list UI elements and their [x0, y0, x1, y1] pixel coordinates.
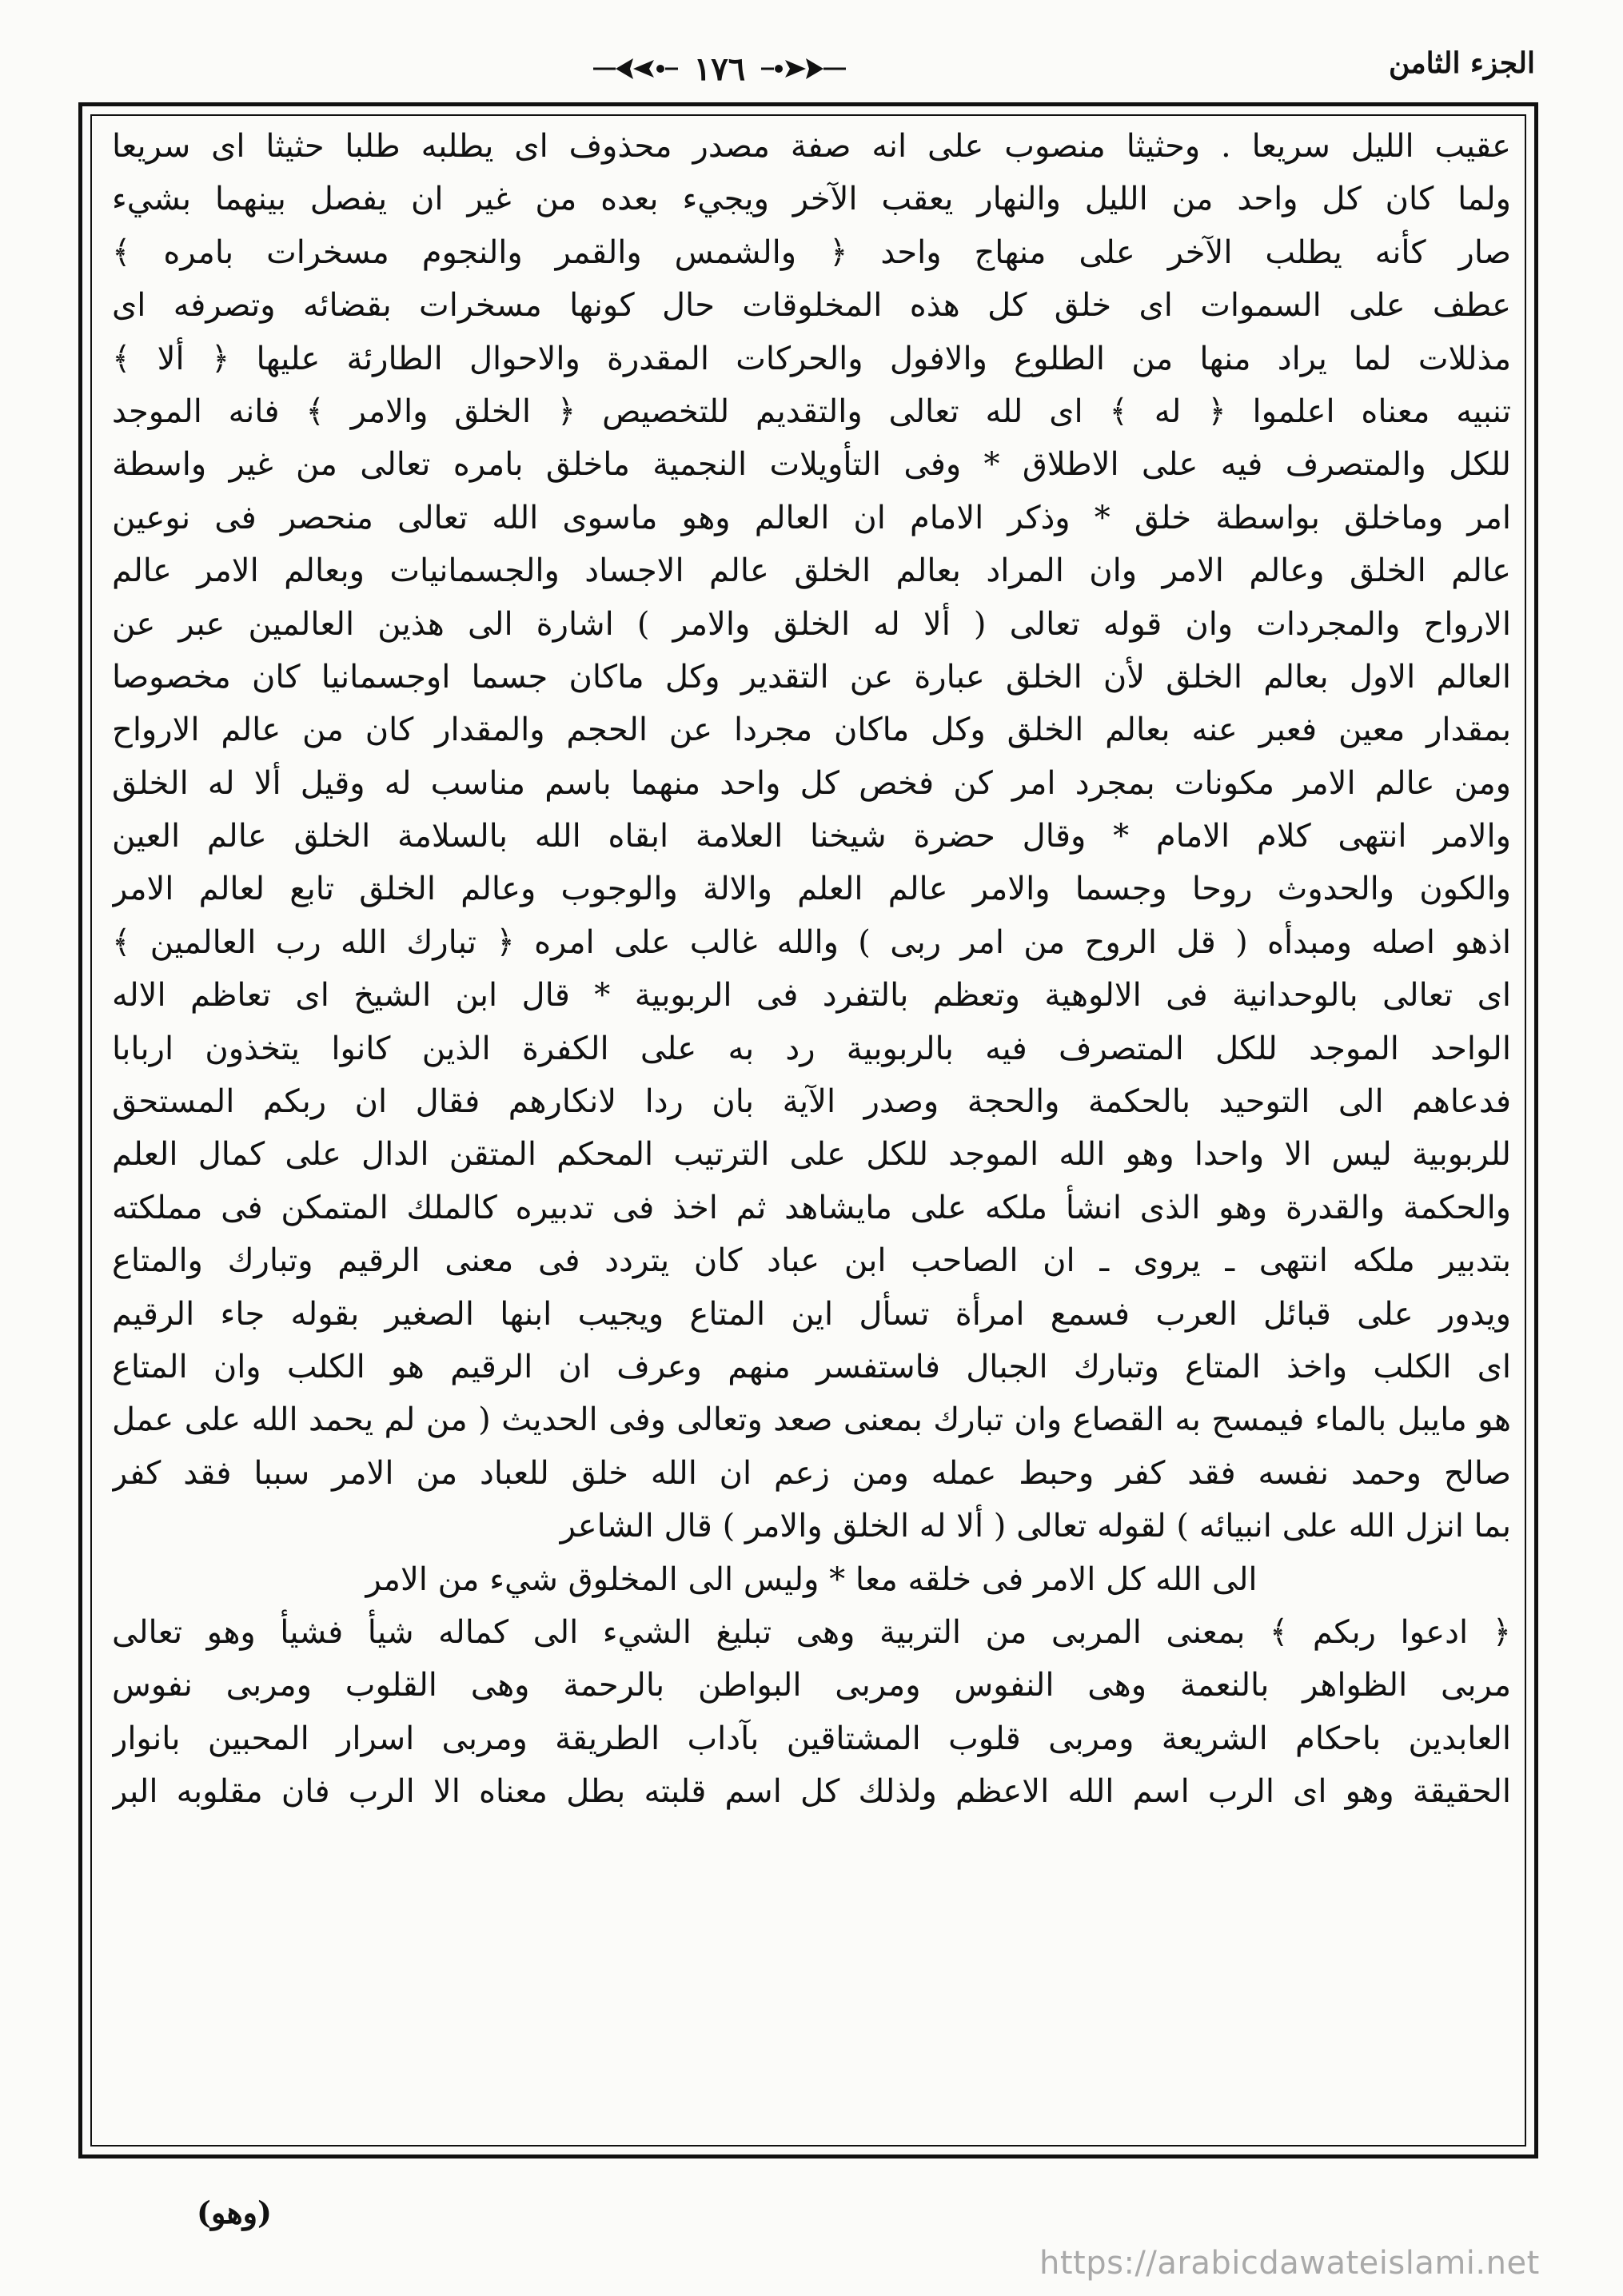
text-line: مذللات لما يراد منها من الطلوع والافول والحركات المقدرة والاحوال الطارئة عليها ﴿ ألا ﴾ [112, 340, 1511, 377]
text-line: بتدبير ملكه انتهى ـ يروى ـ ان الصاحب ابن عباد كان يتردد فى معنى الرقيم وتبارك والمتاع [112, 1242, 1511, 1280]
page-number: ١٧٦ [693, 50, 746, 88]
text-line: والحكمة والقدرة وهو الذى انشأ ملكه على مايشاهد ثم اخذ فى تدبيره كالملك المتمكن فى مملكته [112, 1189, 1511, 1226]
text-line: صالح وحمد نفسه فقد كفر وحبط عمله ومن زعم ان الله خلق للعباد من الامر سببا فقد كفر [112, 1454, 1511, 1492]
text-line: ﴿ ادعوا ربكم ﴾ بمعنى المربى من التربية وهى تبليغ الشيء الى كماله شيأ فشيأ وهو تعالى [112, 1613, 1511, 1651]
text-line: للربوبية ليس الا واحدا وهو الله الموجد للكل على الترتيب المحكم المتقن الدال على كمال العلم [112, 1136, 1511, 1174]
text-line: ومن عالم الامر مكونات بمجرد امر كن فخص كل واحد منهما باسم مناسب له وقيل ألا له الخلق [112, 764, 1511, 802]
text-line: الواحد الموجد للكل المتصرف فيه بالربوبية رد به على الكفرة الذين كانوا يتخذون اربابا [112, 1030, 1511, 1067]
running-head-part-title: الجزء الثامن [1388, 46, 1535, 80]
body-text [112, 120, 1511, 1819]
text-line: عقيب الليل سريعا . وحثيثا منصوب على انه صفة مصدر محذوف اى يطلبه طلبا حثيثا اى سريعا [112, 128, 1511, 165]
text-line: ويدور على قبائل العرب فسمع امرأة تسأل اين المتاع ويجيب ابنها الصغير بقوله جاء الرقيم [112, 1295, 1511, 1333]
text-line: والكون والحدوث روحا وجسما والامر عالم العلم والالة والوجوب وعالم الخلق تابع لعالم الامر [112, 871, 1511, 908]
text-line: للكل والمتصرف فيه على الاطلاق * وفى التأويلات النجمية ماخلق بامره تعالى من غير واسطة [112, 446, 1511, 484]
left-ornament-icon [592, 55, 680, 82]
website-watermark: https://arabicdawateislami.net [1039, 2245, 1540, 2282]
text-line: الحقيقة وهو اى الرب اسم الله الاعظم ولذلك كل اسم قلبته بطل معناه الا الرب فان مقلوبه البر [112, 1773, 1511, 1811]
text-line: اى تعالى بالوحدانية فى الالوهية وتعظم بالتفرد فى الربوبية * قال ابن الشيخ اى تعاظم الاله [112, 977, 1511, 1014]
text-line: امر وماخلق بواسطة خلق * وذكر الامام ان العالم وهو ماسوى الله تعالى منحصر فى نوعين [112, 499, 1511, 536]
text-line: عطف على السموات اى خلق كل هذه المخلوقات حال كونها مسخرات بقضائه وتصرفه اى [112, 287, 1511, 325]
text-line: هو مايبل بالماء فيمسح به القصاع وان تبارك بمعنى صعد وتعالى وفى الحديث ( من لم يحمد الله على عمل [112, 1401, 1511, 1439]
text-line: العابدين باحكام الشريعة ومربى قلوب المشتاقين بآداب الطريقة ومربى اسرار المحبين بانوار [112, 1720, 1511, 1757]
text-line: فدعاهم الى التوحيد بالحكمة والحجة وصدر الآية بان ردا لانكارهم فقال ان ربكم المستحق [112, 1083, 1511, 1121]
text-line: مربى الظواهر بالنعمة وهى النفوس ومربى البواطن بالرحمة وهى القلوب ومربى نفوس [112, 1667, 1511, 1704]
text-line: الارواح والمجردات وان قوله تعالى ( ألا له الخلق والامر ) اشارة الى هذين العالمين عبر عن [112, 605, 1511, 643]
text-line: العالم الاول بعالم الخلق لأن الخلق عبارة عن التقدير وكل ماكان جسما اوجسمانيا كان مخصوصا [112, 658, 1511, 696]
text-line: اى الكلب واخذ المتاع وتبارك الجبال فاستفسر منهم وعرف ان الرقيم هو الكلب وان المتاع [112, 1348, 1511, 1385]
text-line: تنبيه معناه اعلموا ﴿ له ﴾ اى لله تعالى والتقديم للتخصيص ﴿ الخلق والامر ﴾ فانه الموجد [112, 393, 1511, 430]
text-line: عالم الخلق وعالم الامر وان المراد بعالم الخلق عالم الاجساد والجسمانيات وبعالم الامر عالم [112, 552, 1511, 590]
catchword: (وهو) [197, 2194, 272, 2230]
text-line: بمقدار معين فعبر عنه بعالم الخلق وكل ماكان مجردا عن الحجم والمقدار كان من عالم الارواح [112, 712, 1511, 749]
right-ornament-icon [760, 55, 847, 82]
text-line: صار كأنه يطلب الآخر على منهاج واحد ﴿ والشمس والقمر والنجوم مسخرات بامره ﴾ [112, 233, 1511, 271]
text-line: والامر انتهى كلام الامام * وقال حضرة شيخنا العلامة ابقاه الله بالسلامة الخلق عالم العين [112, 818, 1511, 855]
text-line: اذهو اصله ومبدأه ( قل الروح من امر ربى ) والله غالب على امره ﴿ تبارك الله رب العالمين ﴾ [112, 923, 1511, 961]
text-line: بما انزل الله على انبيائه ) لقوله تعالى ( ألا له الخلق والامر ) قال الشاعر [560, 1508, 1511, 1545]
text-line: ولما كان كل واحد من الليل والنهار يعقب الآخر ويجيء بعده من غير ان يفصل بينهما بشيء [112, 181, 1511, 218]
verse-line: الى الله كل الامر فى خلقه معا * وليس الى المخلوق شيء من الامر [365, 1561, 1258, 1598]
page-number-ornament [576, 48, 863, 90]
